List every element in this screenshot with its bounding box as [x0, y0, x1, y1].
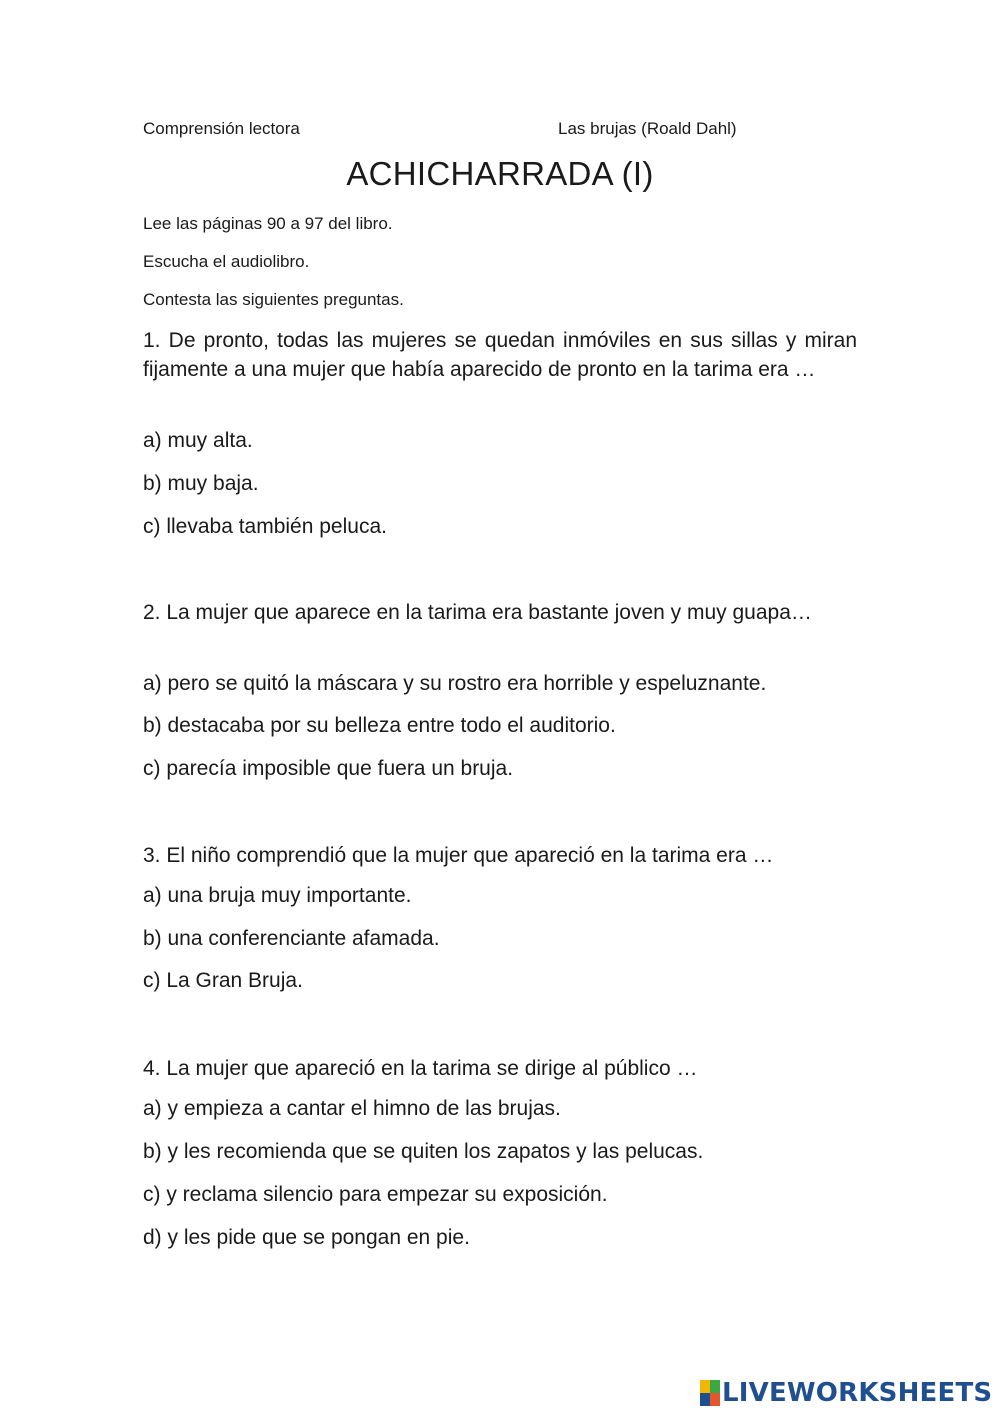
question-3-option-a[interactable]: a) una bruja muy importante.: [143, 884, 412, 907]
instruction-read: Lee las páginas 90 a 97 del libro.: [143, 214, 393, 233]
question-1-text: 1. De pronto, todas las mujeres se quedan inmóviles en sus sillas y miran fijamente a una mujer que había aparecido de pronto en la tarima era …: [143, 329, 857, 381]
liveworksheets-logo-icon: [700, 1380, 720, 1406]
header-book: Las brujas (Roald Dahl): [558, 119, 737, 138]
question-2-option-b[interactable]: b) destacaba por su belleza entre todo el auditorio.: [143, 714, 616, 737]
question-3: [143, 841, 857, 870]
question-3-option-c[interactable]: c) La Gran Bruja.: [143, 969, 303, 992]
logo-text: LIVEWORKSHEETS: [722, 1378, 993, 1408]
question-2-text: 2. La mujer que aparece en la tarima era bastante joven y muy guapa…: [143, 601, 812, 624]
question-4-text: 4. La mujer que apareció en la tarima se dirige al público …: [143, 1057, 698, 1080]
question-4-option-b[interactable]: b) y les recomienda que se quiten los zapatos y las pelucas.: [143, 1140, 704, 1163]
instruction-listen: Escucha el audiolibro.: [143, 252, 310, 271]
question-2-option-a[interactable]: a) pero se quitó la máscara y su rostro era horrible y espeluznante.: [143, 672, 767, 695]
question-1: [143, 326, 857, 384]
question-1-option-b[interactable]: b) muy baja.: [143, 472, 259, 495]
question-4-option-c[interactable]: c) y reclama silencio para empezar su exposición.: [143, 1183, 608, 1206]
header-subject: Comprensión lectora: [143, 119, 300, 138]
question-4: [143, 1054, 857, 1083]
question-2-option-c[interactable]: c) parecía imposible que fuera un bruja.: [143, 757, 514, 780]
question-1-option-c[interactable]: c) llevaba también peluca.: [143, 515, 387, 538]
instruction-answer: Contesta las siguientes preguntas.: [143, 290, 404, 309]
question-1-option-a[interactable]: a) muy alta.: [143, 429, 253, 452]
question-3-text: 3. El niño comprendió que la mujer que apareció en la tarima era …: [143, 844, 774, 867]
liveworksheets-logo[interactable]: [700, 1378, 992, 1408]
question-3-option-b[interactable]: b) una conferenciante afamada.: [143, 927, 440, 950]
page-title: ACHICHARRADA (I): [346, 155, 654, 192]
question-4-option-a[interactable]: a) y empieza a cantar el himno de las brujas.: [143, 1097, 561, 1120]
question-2: [143, 598, 857, 627]
question-4-option-d[interactable]: d) y les pide que se pongan en pie.: [143, 1226, 470, 1249]
